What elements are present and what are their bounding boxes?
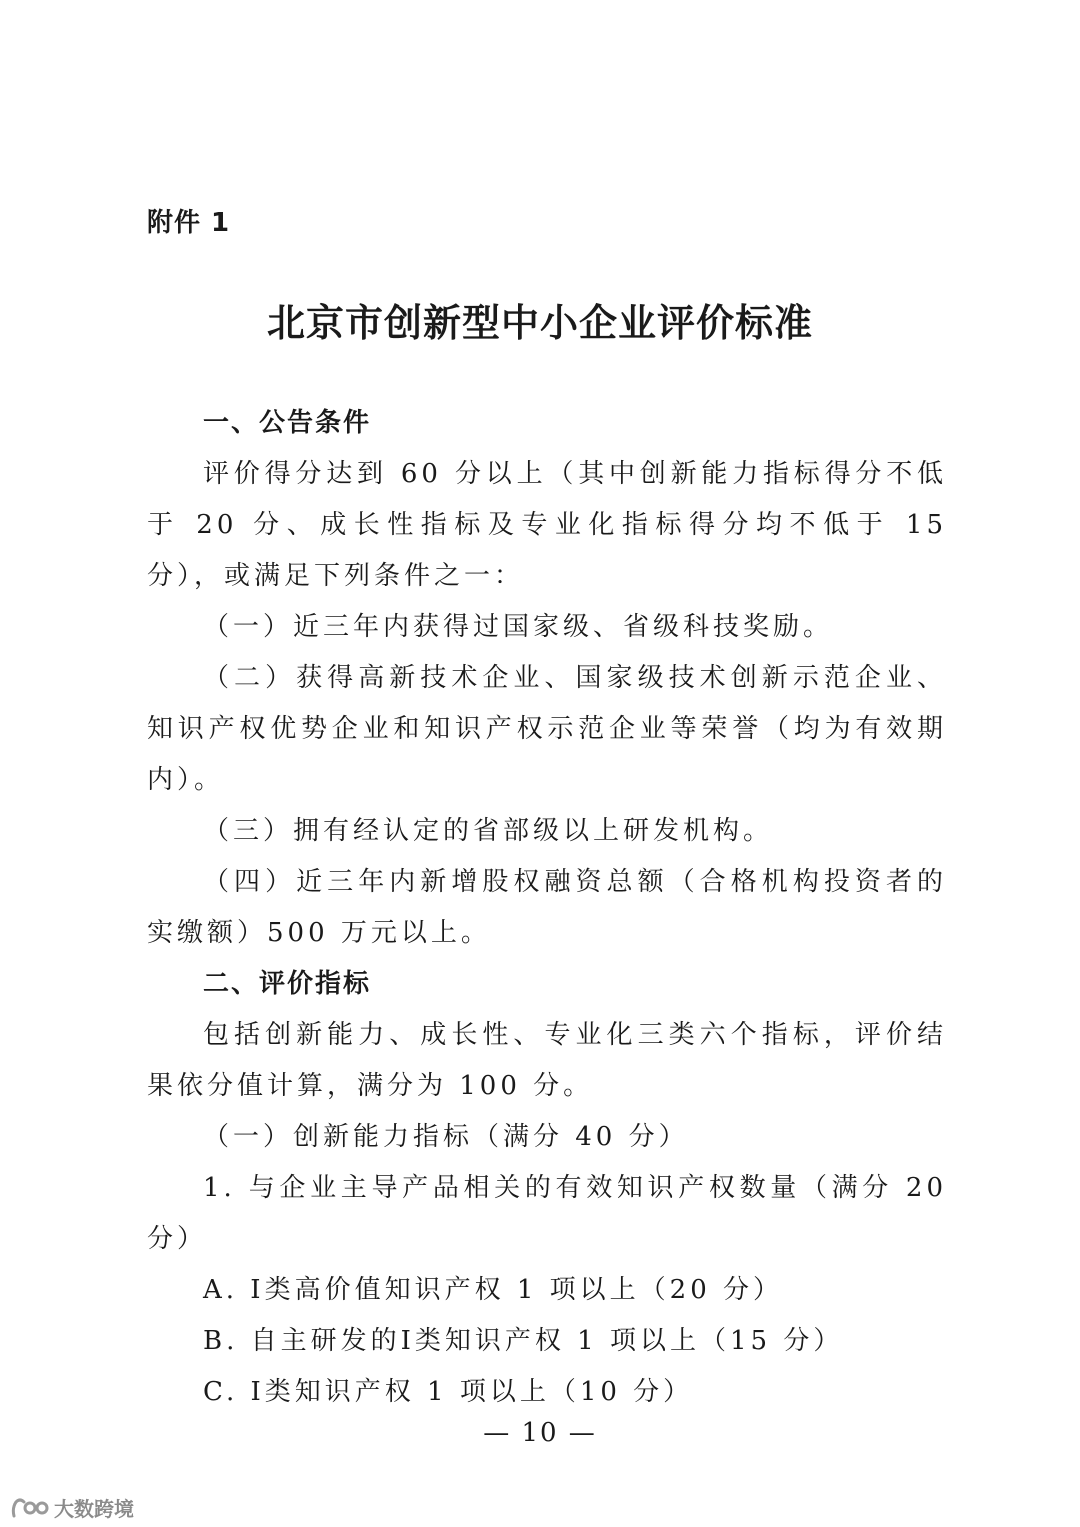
attachment-label: 附件 1 <box>147 208 231 238</box>
paragraph: 包括创新能力、成长性、专业化三类六个指标，评价结果依分值计算，满分为 100 分。 <box>147 1020 947 1101</box>
paragraph: 评价得分达到 60 分以上（其中创新能力指标得分不低于 20 分、成长性指标及专业化指标得分均不低于 15 分），或满足下列条件之一： <box>147 459 947 591</box>
brand-logo-icon <box>10 1496 50 1520</box>
paragraph: （一）创新能力指标（满分 40 分） <box>203 1122 689 1152</box>
page-number: — 10 — <box>483 1418 597 1448</box>
page-title: 北京市创新型中小企业评价标准 <box>266 301 813 345</box>
paragraph: （四）近三年内新增股权融资总额（合格机构投资者的实缴额）500 万元以上。 <box>147 867 947 948</box>
paragraph: A. Ⅰ类高价值知识产权 1 项以上（20 分） <box>203 1275 783 1305</box>
section-heading: 一、公告条件 <box>203 408 372 438</box>
paragraph: （二）获得高新技术企业、国家级技术创新示范企业、知识产权优势企业和知识产权示范企业等荣誉（均为有效期内）。 <box>147 663 947 795</box>
paragraph: C. Ⅰ类知识产权 1 项以上（10 分） <box>203 1377 694 1407</box>
document-body <box>147 398 947 1418</box>
paragraph: （三）拥有经认定的省部级以上研发机构。 <box>203 816 774 846</box>
section-heading: 二、评价指标 <box>203 969 372 999</box>
paragraph: 1. 与企业主导产品相关的有效知识产权数量（满分 20 分） <box>147 1173 947 1254</box>
paragraph: B. 自主研发的Ⅰ类知识产权 1 项以上（15 分） <box>203 1326 844 1356</box>
watermark <box>10 1493 134 1522</box>
paragraph: （一）近三年内获得过国家级、省级科技奖励。 <box>203 612 834 642</box>
watermark-text: 大数跨境 <box>54 1497 134 1521</box>
